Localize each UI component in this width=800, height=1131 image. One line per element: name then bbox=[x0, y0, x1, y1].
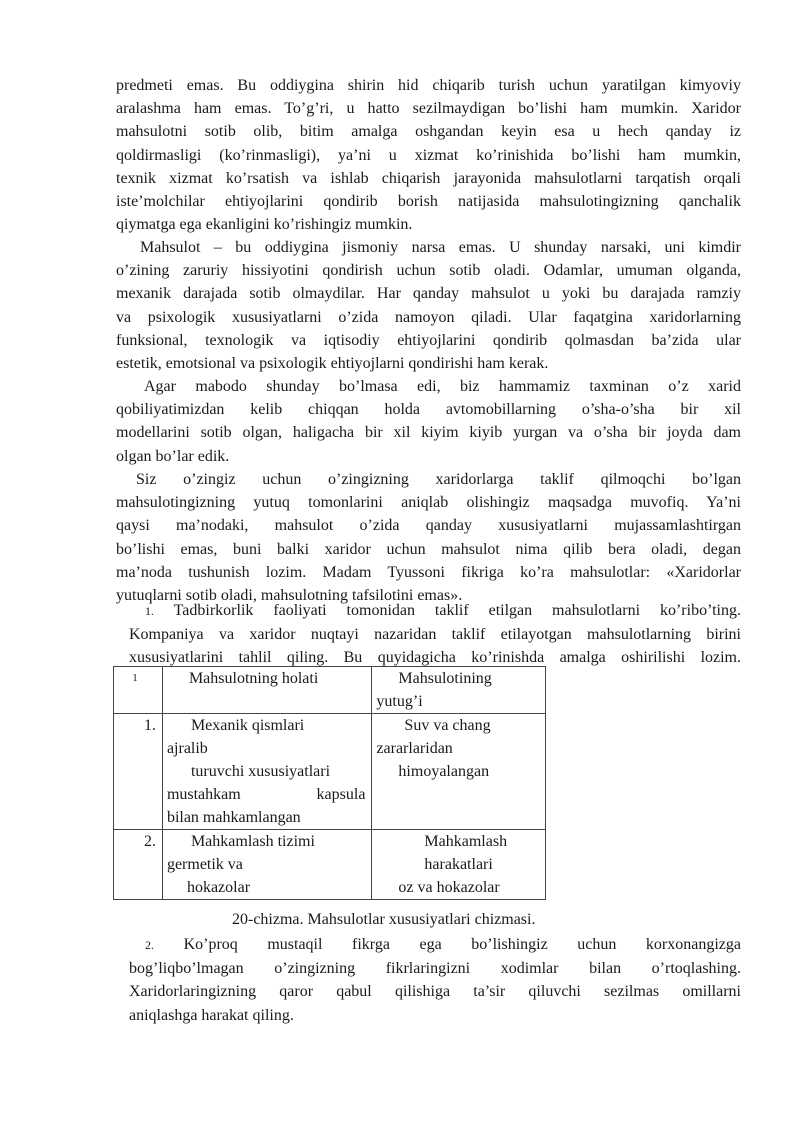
cell-line: harakatlari bbox=[424, 856, 493, 873]
cell-line: Mahkamlash tizimi bbox=[190, 833, 315, 850]
table-row bbox=[114, 830, 546, 900]
paragraph-3 bbox=[116, 375, 741, 468]
text-line: o’zining zaruriy hissiyotini qondirish uchun sotib oladi. Odamlar, umuman olganda, bbox=[116, 262, 741, 280]
text-line: va psixologik xususiyatlarni o’zida namoyon qiladi. Ular faqatgina xaridorlarning bbox=[116, 308, 741, 326]
cell-state bbox=[162, 714, 371, 830]
text-line: qobiliyatimizdan kelib chiqqan holda avtomobillarning o’sha-o’sha bir xil bbox=[116, 401, 741, 419]
text-line: ma’noda tushunish lozim. Madam Tyussoni fikriga ko’ra mahsulotlar: «Xaridorlar bbox=[116, 563, 741, 581]
text-line: iste’molchilar ehtiyojlarini qondirib borish natijasida mahsulotingizning qanchalik bbox=[116, 193, 741, 211]
header-cell-number: 1 bbox=[114, 667, 163, 714]
cell-line: Mahkamlash bbox=[424, 833, 508, 850]
cell-line: Suv va chang bbox=[404, 717, 491, 734]
text-line: Siz o’zingiz uchun o’zingizning xaridorlarga taklif qilmoqchi bo’lgan bbox=[136, 471, 741, 488]
header-cell-benefit bbox=[372, 667, 546, 714]
paragraph-2 bbox=[116, 236, 741, 375]
cell-benefit bbox=[372, 714, 546, 830]
text-line: estetik, emotsional va psixologik ehtiyojlarni qondirishi ham kerak. bbox=[116, 355, 549, 373]
text-line: Agar mabodo shunday bo’lmasa edi, biz hammamiz taxminan o’z xarid bbox=[144, 378, 741, 395]
list-item-text: Ko’proq mustaqil fikrga ega bo’lishingiz uchun korxonangizga bbox=[183, 936, 741, 953]
text-line: mahsulotni sotib olib, bitim amalga oshgandan keyin esa u hech qanday iz bbox=[116, 123, 741, 141]
cell-line: germetik va bbox=[166, 856, 243, 873]
text-line: predmeti emas. Bu oddiygina shirin hid chiqarib turish uchun yaratilgan kimyoviy bbox=[116, 77, 741, 94]
list-item-1 bbox=[129, 599, 741, 670]
text-line: aniqlashga harakat qiling. bbox=[129, 1006, 294, 1024]
figure-caption: 20-chizma. Mahsulotlar xususiyatlari chizmasi. bbox=[232, 911, 536, 928]
cell-benefit bbox=[372, 830, 546, 900]
text-line: mahsulotingizning yutuq tomonlarini aniqlab olishingiz maqsadga muvofiq. Ya’ni bbox=[116, 494, 741, 512]
text-line: texnik xizmat ko’rsatish va ishlab chiqarish jarayonida mahsulotlarni tarqatish orqali bbox=[116, 169, 741, 187]
row-number: 1. bbox=[114, 714, 163, 830]
text-line: Xaridorlaringizning qaror qabul qilishiga ta’sir qiluvchi sezilmas omillarni bbox=[129, 983, 741, 1001]
cell-line: ajralib bbox=[166, 740, 208, 757]
text-line bbox=[129, 599, 741, 623]
cell-line: himoyalangan bbox=[398, 763, 490, 780]
features-table bbox=[113, 666, 546, 900]
text-line: modellarini sotib olgan, haligacha bir xil kiyim kiyib yurgan va o’sha bir joyda dam bbox=[116, 424, 741, 442]
cell-state bbox=[162, 830, 371, 900]
text-line: olgan bo’lar edik. bbox=[116, 447, 230, 465]
cell-line: turuvchi xususiyatlari bbox=[190, 763, 331, 780]
paragraph-1 bbox=[116, 74, 741, 236]
cell-line: mustahkam kapsula bbox=[166, 786, 366, 803]
list-item-2 bbox=[129, 933, 741, 1027]
paragraph-4 bbox=[116, 468, 741, 607]
text-line: funksional, texnologik va iqtisodiy ehtiyojlarini qondirib qolmasdan ba’zida ular bbox=[116, 331, 741, 349]
text-line: yutuqlarni sotib oladi, mahsulotning tafsilotini emas». bbox=[116, 587, 463, 605]
list-number: 1. bbox=[145, 604, 154, 618]
table-header-row bbox=[114, 667, 546, 714]
text-line: qiymatga ega ekanligini ko’rishingiz mumkin. bbox=[116, 216, 413, 234]
text-line: qaysi ma’nodaki, mahsulot o’zida qanday xususiyatlarni mujassamlashtirgan bbox=[116, 517, 741, 535]
table-row bbox=[114, 714, 546, 830]
list-number: 2. bbox=[145, 938, 154, 952]
cell-line: zararlaridan bbox=[376, 740, 453, 757]
text-line: Mahsulot – bu oddiygina jismoniy narsa emas. U shunday narsaki, uni kimdir bbox=[140, 239, 741, 256]
row-number: 2. bbox=[114, 830, 163, 900]
cell-line: oz va hokazolar bbox=[398, 879, 500, 896]
list-item-text: Tadbirkorlik faoliyati tomonidan taklif etilgan mahsulotlarni ko’ribo’ting. bbox=[173, 602, 741, 619]
cell-line: hokazolar bbox=[186, 879, 251, 896]
cell-line: Mahsulotining bbox=[398, 670, 492, 687]
text-line: aralashma ham emas. To’g’ri, u hatto sezilmaydigan bo’lishi ham mumkin. Xaridor bbox=[116, 100, 741, 118]
header-cell-state: Mahsulotning holati bbox=[162, 667, 371, 714]
cell-line: bilan mahkamlangan bbox=[166, 809, 301, 826]
text-line: bo’lishi emas, buni balki xaridor uchun mahsulot nima qilib bera oladi, degan bbox=[116, 540, 741, 558]
text-line: Kompaniya va xaridor nuqtayi nazaridan taklif etilayotgan mahsulotlarning birini bbox=[129, 626, 741, 644]
text-line: bog’liqbo’lmagan o’zingizning fikrlaringizni xodimlar bilan o’rtoqlashing. bbox=[129, 960, 741, 978]
text-line bbox=[129, 933, 741, 957]
text-line: qoldirmasligi (ko’rinmasligi), ya’ni u xizmat ko’rinishida bo’lishi ham mumkin, bbox=[116, 146, 741, 164]
cell-line: Mexanik qismlari bbox=[190, 717, 305, 734]
cell-line: yutug’i bbox=[376, 693, 423, 710]
text-line: mexanik darajada sotib olmaydilar. Har qanday mahsulot u yoki bu darajada ramziy bbox=[116, 285, 741, 303]
text-line: xususiyatlarini tahlil qiling. Bu quyidagicha ko’rinishda amalga oshirilishi lozim. bbox=[129, 649, 741, 667]
